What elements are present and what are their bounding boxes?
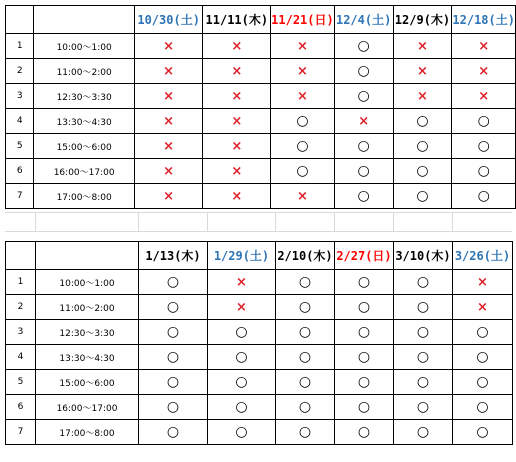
table-row bbox=[6, 84, 516, 109]
available-mark: ○ bbox=[416, 424, 430, 440]
date-header: 2/10(木) bbox=[276, 242, 335, 270]
date-header: 12/9(木) bbox=[393, 6, 452, 34]
availability-cell bbox=[452, 34, 516, 59]
available-mark: ○ bbox=[298, 299, 312, 315]
availability-cell bbox=[208, 420, 276, 445]
time-slot: 12:30〜3:30 bbox=[34, 84, 134, 109]
unavailable-mark: × bbox=[231, 39, 243, 54]
availability-cell bbox=[453, 270, 513, 295]
unavailable-mark: × bbox=[163, 89, 175, 104]
availability-cell bbox=[276, 320, 335, 345]
available-mark: ○ bbox=[416, 163, 429, 179]
availability-cell bbox=[452, 59, 516, 84]
availability-cell bbox=[334, 184, 393, 209]
table-row bbox=[6, 370, 513, 395]
availability-cell bbox=[453, 345, 513, 370]
row-number: 6 bbox=[6, 395, 36, 420]
unavailable-mark: × bbox=[477, 300, 488, 315]
available-mark: ○ bbox=[357, 424, 371, 440]
available-mark: ○ bbox=[235, 374, 248, 390]
availability-cell bbox=[393, 59, 452, 84]
unavailable-mark: × bbox=[296, 189, 308, 204]
availability-cell bbox=[139, 370, 208, 395]
availability-cell bbox=[276, 345, 335, 370]
date-header: 11/11(木) bbox=[203, 6, 271, 34]
table-row bbox=[6, 320, 513, 345]
time-slot: 16:00〜17:00 bbox=[34, 159, 134, 184]
available-mark: ○ bbox=[416, 274, 430, 290]
availability-cell bbox=[453, 370, 513, 395]
available-mark: ○ bbox=[298, 349, 312, 365]
availability-cell bbox=[335, 295, 394, 320]
availability-cell bbox=[208, 370, 276, 395]
time-slot: 13:30〜4:30 bbox=[36, 345, 139, 370]
unavailable-mark: × bbox=[417, 39, 428, 54]
availability-cell bbox=[334, 159, 393, 184]
unavailable-mark: × bbox=[231, 64, 243, 79]
time-slot: 15:00〜6:00 bbox=[34, 134, 134, 159]
table-row bbox=[6, 159, 516, 184]
availability-cell bbox=[271, 84, 335, 109]
date-header: 11/21(日) bbox=[271, 6, 335, 34]
time-slot: 10:00〜1:00 bbox=[36, 270, 139, 295]
unavailable-mark: × bbox=[478, 89, 490, 104]
availability-cell bbox=[134, 159, 203, 184]
available-mark: ○ bbox=[476, 374, 489, 390]
availability-cell bbox=[139, 295, 208, 320]
unavailable-mark: × bbox=[296, 64, 308, 79]
availability-cell bbox=[453, 420, 513, 445]
available-mark: ○ bbox=[416, 113, 429, 129]
available-mark: ○ bbox=[166, 324, 180, 340]
availability-cell bbox=[134, 84, 203, 109]
available-mark: ○ bbox=[416, 138, 429, 154]
unavailable-mark: × bbox=[163, 189, 175, 204]
availability-cell bbox=[276, 270, 335, 295]
unavailable-mark: × bbox=[296, 89, 308, 104]
available-mark: ○ bbox=[235, 324, 248, 340]
availability-cell bbox=[276, 395, 335, 420]
row-number: 7 bbox=[6, 420, 36, 445]
availability-cell bbox=[393, 34, 452, 59]
availability-cell bbox=[134, 59, 203, 84]
availability-cell bbox=[203, 34, 271, 59]
row-number: 5 bbox=[6, 134, 34, 159]
row-number: 3 bbox=[6, 320, 36, 345]
available-mark: ○ bbox=[357, 374, 371, 390]
row-number: 2 bbox=[6, 295, 36, 320]
availability-cell bbox=[271, 134, 335, 159]
header-row bbox=[6, 6, 516, 34]
available-mark: ○ bbox=[296, 113, 309, 129]
availability-cell bbox=[393, 84, 452, 109]
unavailable-mark: × bbox=[417, 64, 428, 79]
table-row bbox=[6, 270, 513, 295]
row-number: 6 bbox=[6, 159, 34, 184]
unavailable-mark: × bbox=[296, 39, 308, 54]
availability-cell bbox=[203, 134, 271, 159]
unavailable-mark: × bbox=[231, 189, 243, 204]
available-mark: ○ bbox=[357, 163, 370, 179]
unavailable-mark: × bbox=[236, 300, 247, 315]
table-row bbox=[6, 59, 516, 84]
availability-cell bbox=[393, 184, 452, 209]
unavailable-mark: × bbox=[477, 275, 488, 290]
available-mark: ○ bbox=[235, 424, 248, 440]
header-corner-cell bbox=[6, 242, 36, 270]
row-number: 1 bbox=[6, 270, 36, 295]
header-time-cell bbox=[34, 6, 134, 34]
available-mark: ○ bbox=[357, 38, 370, 54]
row-number: 2 bbox=[6, 59, 34, 84]
availability-cell bbox=[394, 395, 453, 420]
header-corner-cell bbox=[6, 6, 34, 34]
availability-cell bbox=[276, 295, 335, 320]
availability-cell bbox=[334, 134, 393, 159]
availability-cell bbox=[208, 345, 276, 370]
available-mark: ○ bbox=[166, 274, 180, 290]
date-header: 12/18(土) bbox=[452, 6, 516, 34]
available-mark: ○ bbox=[416, 324, 430, 340]
date-header: 1/29(土) bbox=[208, 242, 276, 270]
availability-cell bbox=[203, 109, 271, 134]
available-mark: ○ bbox=[416, 188, 429, 204]
table-row bbox=[6, 420, 513, 445]
available-mark: ○ bbox=[357, 324, 371, 340]
available-mark: ○ bbox=[476, 324, 489, 340]
unavailable-mark: × bbox=[163, 114, 175, 129]
availability-cell bbox=[139, 420, 208, 445]
available-mark: ○ bbox=[477, 188, 490, 204]
unavailable-mark: × bbox=[231, 114, 243, 129]
availability-cell bbox=[452, 109, 516, 134]
time-slot: 15:00〜6:00 bbox=[36, 370, 139, 395]
table-row bbox=[6, 109, 516, 134]
available-mark: ○ bbox=[298, 274, 312, 290]
availability-cell bbox=[335, 420, 394, 445]
unavailable-mark: × bbox=[163, 64, 175, 79]
available-mark: ○ bbox=[476, 424, 489, 440]
time-slot: 12:30〜3:30 bbox=[36, 320, 139, 345]
available-mark: ○ bbox=[298, 374, 312, 390]
availability-cell bbox=[452, 84, 516, 109]
row-number: 5 bbox=[6, 370, 36, 395]
available-mark: ○ bbox=[298, 399, 312, 415]
available-mark: ○ bbox=[477, 113, 490, 129]
available-mark: ○ bbox=[166, 424, 180, 440]
available-mark: ○ bbox=[357, 399, 371, 415]
time-slot: 17:00〜8:00 bbox=[34, 184, 134, 209]
row-number: 4 bbox=[6, 345, 36, 370]
availability-cell bbox=[271, 59, 335, 84]
unavailable-mark: × bbox=[478, 64, 490, 79]
availability-cell bbox=[276, 420, 335, 445]
availability-cell bbox=[335, 370, 394, 395]
header-time-cell bbox=[36, 242, 139, 270]
schedule-table-2 bbox=[5, 241, 513, 445]
availability-cell bbox=[452, 159, 516, 184]
date-header: 12/4(土) bbox=[334, 6, 393, 34]
availability-cell bbox=[271, 34, 335, 59]
availability-cell bbox=[276, 370, 335, 395]
available-mark: ○ bbox=[477, 163, 490, 179]
available-mark: ○ bbox=[416, 299, 430, 315]
unavailable-mark: × bbox=[231, 139, 243, 154]
row-number: 7 bbox=[6, 184, 34, 209]
time-slot: 16:00〜17:00 bbox=[36, 395, 139, 420]
available-mark: ○ bbox=[477, 138, 490, 154]
available-mark: ○ bbox=[357, 138, 370, 154]
availability-cell bbox=[453, 295, 513, 320]
available-mark: ○ bbox=[166, 399, 180, 415]
availability-cell bbox=[394, 270, 453, 295]
date-header: 1/13(木) bbox=[139, 242, 208, 270]
availability-cell bbox=[394, 295, 453, 320]
availability-cell bbox=[334, 109, 393, 134]
unavailable-mark: × bbox=[231, 89, 243, 104]
time-slot: 17:00〜8:00 bbox=[36, 420, 139, 445]
available-mark: ○ bbox=[296, 163, 309, 179]
availability-cell bbox=[394, 320, 453, 345]
availability-cell bbox=[208, 295, 276, 320]
time-slot: 13:30〜4:30 bbox=[34, 109, 134, 134]
time-slot: 10:00〜1:00 bbox=[34, 34, 134, 59]
availability-cell bbox=[334, 84, 393, 109]
availability-cell bbox=[203, 59, 271, 84]
available-mark: ○ bbox=[476, 349, 489, 365]
date-header: 10/30(土) bbox=[134, 6, 203, 34]
availability-cell bbox=[453, 395, 513, 420]
availability-cell bbox=[139, 345, 208, 370]
available-mark: ○ bbox=[298, 424, 312, 440]
availability-cell bbox=[334, 34, 393, 59]
header-row bbox=[6, 242, 513, 270]
available-mark: ○ bbox=[166, 374, 180, 390]
unavailable-mark: × bbox=[236, 275, 247, 290]
availability-cell bbox=[208, 270, 276, 295]
availability-cell bbox=[335, 320, 394, 345]
unavailable-mark: × bbox=[417, 89, 428, 104]
unavailable-mark: × bbox=[478, 39, 490, 54]
available-mark: ○ bbox=[357, 274, 371, 290]
table-row bbox=[6, 295, 513, 320]
available-mark: ○ bbox=[416, 374, 430, 390]
available-mark: ○ bbox=[235, 399, 248, 415]
availability-cell bbox=[271, 159, 335, 184]
date-header: 2/27(日) bbox=[335, 242, 394, 270]
row-number: 4 bbox=[6, 109, 34, 134]
date-header: 3/26(土) bbox=[453, 242, 513, 270]
unavailable-mark: × bbox=[358, 114, 370, 129]
availability-cell bbox=[335, 270, 394, 295]
availability-cell bbox=[335, 395, 394, 420]
availability-cell bbox=[393, 134, 452, 159]
available-mark: ○ bbox=[298, 324, 312, 340]
available-mark: ○ bbox=[166, 349, 180, 365]
table-row bbox=[6, 345, 513, 370]
availability-cell bbox=[394, 345, 453, 370]
availability-cell bbox=[134, 109, 203, 134]
availability-cell bbox=[271, 109, 335, 134]
unavailable-mark: × bbox=[163, 164, 175, 179]
availability-cell bbox=[134, 134, 203, 159]
available-mark: ○ bbox=[416, 349, 430, 365]
availability-cell bbox=[393, 109, 452, 134]
available-mark: ○ bbox=[416, 399, 430, 415]
availability-cell bbox=[203, 159, 271, 184]
available-mark: ○ bbox=[296, 138, 309, 154]
date-header: 3/10(木) bbox=[394, 242, 453, 270]
availability-cell bbox=[394, 370, 453, 395]
available-mark: ○ bbox=[357, 299, 371, 315]
availability-cell bbox=[139, 270, 208, 295]
availability-cell bbox=[452, 134, 516, 159]
row-number: 1 bbox=[6, 34, 34, 59]
availability-cell bbox=[134, 184, 203, 209]
time-slot: 11:00〜2:00 bbox=[34, 59, 134, 84]
availability-cell bbox=[452, 184, 516, 209]
availability-cell bbox=[134, 34, 203, 59]
availability-cell bbox=[393, 159, 452, 184]
table-row bbox=[6, 134, 516, 159]
available-mark: ○ bbox=[235, 349, 248, 365]
spacer-row bbox=[5, 212, 512, 232]
availability-cell bbox=[208, 395, 276, 420]
available-mark: ○ bbox=[357, 349, 371, 365]
unavailable-mark: × bbox=[163, 139, 175, 154]
availability-cell bbox=[334, 59, 393, 84]
available-mark: ○ bbox=[357, 63, 370, 79]
table-row bbox=[6, 395, 513, 420]
availability-cell bbox=[139, 395, 208, 420]
available-mark: ○ bbox=[357, 88, 370, 104]
availability-cell bbox=[203, 84, 271, 109]
time-slot: 11:00〜2:00 bbox=[36, 295, 139, 320]
availability-cell bbox=[208, 320, 276, 345]
unavailable-mark: × bbox=[163, 39, 175, 54]
availability-cell bbox=[335, 345, 394, 370]
availability-cell bbox=[203, 184, 271, 209]
table-row bbox=[6, 34, 516, 59]
availability-cell bbox=[394, 420, 453, 445]
availability-cell bbox=[271, 184, 335, 209]
table-row bbox=[6, 184, 516, 209]
available-mark: ○ bbox=[166, 299, 180, 315]
availability-cell bbox=[453, 320, 513, 345]
availability-cell bbox=[139, 320, 208, 345]
available-mark: ○ bbox=[357, 188, 370, 204]
unavailable-mark: × bbox=[231, 164, 243, 179]
available-mark: ○ bbox=[476, 399, 489, 415]
schedule-table-1 bbox=[5, 5, 516, 209]
row-number: 3 bbox=[6, 84, 34, 109]
